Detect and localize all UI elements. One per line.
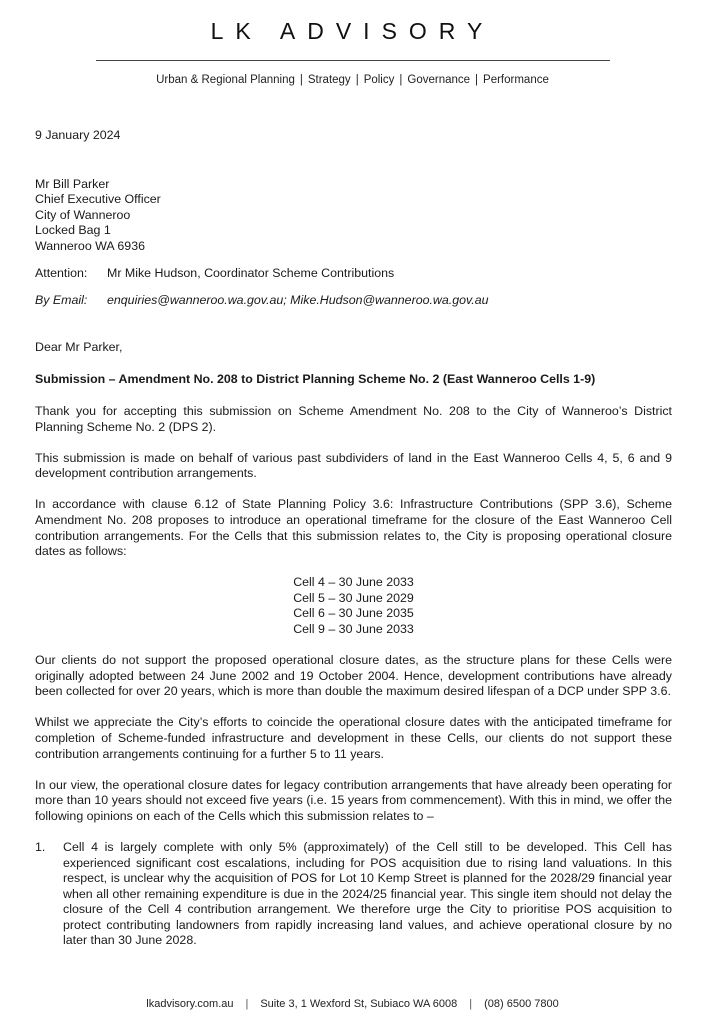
paragraph: In our view, the operational closure dates for legacy contribution arrangements that have already been operating for more than 10 years should not exceed five years (i.e. 15 years from commencement). With this in mind, we offer the following opinions on each of the Cells which this submission relates to –	[35, 777, 672, 823]
email-label: By Email:	[35, 293, 88, 308]
paragraph: This submission is made on behalf of various past subdividers of land in the East Wanneroo Cells 4, 5, 6 and 9 development contribution arrangements.	[35, 450, 672, 481]
letter-date: 9 January 2024	[35, 128, 121, 142]
letter-body	[35, 128, 672, 949]
opinion-list	[35, 840, 672, 949]
cell-date: Cell 9 – 30 June 2033	[293, 621, 414, 636]
list-text: Cell 4 is largely complete with only 5% (approximately) of the Cell still to be developed. This Cell has experienced significant cost escalations, including for POS acquisition due to rising land valuations. In this respect, is unclear why the acquisition of POS for Lot 10 Kemp Street is planned for the 2028/29 financial year when all other remaining expenditure is due in the 2024/25 financial year. This single item should not delay the closure of the Cell 4 contribution arrangement. We therefore urge the City to prioritise POS acquisition to protect contributing landowners from rapidly increasing land values, and achieve operational closure by no later than 30 June 2028.	[63, 839, 672, 948]
footer-phone: (08) 6500 7800	[484, 998, 559, 1010]
paragraph: In accordance with clause 6.12 of State Planning Policy 3.6: Infrastructure Contributions (SPP 3.6), Scheme Amendment No. 208 proposes to introduce an operational timeframe for the closure of the East Wanneroo Cell contribution arrangements. For the Cells that this submission relates to, the City is proposing operational closure dates as follows:	[35, 497, 672, 559]
recipient-line: City of Wanneroo	[35, 207, 131, 222]
cell-date: Cell 4 – 30 June 2033	[293, 575, 414, 590]
tagline-separator: |	[399, 74, 403, 86]
footer-address: Suite 3, 1 Wexford St, Subiaco WA 6008	[260, 998, 458, 1010]
cell-closure-dates	[35, 575, 672, 637]
tagline-item: Policy	[363, 74, 395, 86]
tagline	[0, 74, 705, 86]
tagline-separator: |	[475, 74, 479, 86]
recipient-address	[35, 177, 672, 255]
paragraph: Whilst we appreciate the City’s efforts to coincide the operational closure dates with the anticipated timeframe for completion of Scheme-funded infrastructure and development in these Cells, our clients do not support these contribution arrangements continuing for a further 5 to 11 years.	[35, 715, 672, 761]
footer-separator: |	[245, 998, 249, 1010]
paragraph: Our clients do not support the proposed operational closure dates, as the structure plans for these Cells were originally adopted between 24 June 2002 and 19 October 2004. Hence, development contributions have already been collected for over 20 years, which is more than double the maximum desired lifespan of a DCP under SPP 3.6.	[35, 653, 672, 699]
tagline-item: Urban & Regional Planning	[156, 74, 295, 86]
subject-heading: Submission – Amendment No. 208 to District Planning Scheme No. 2 (East Wanneroo Cells 1-9)	[35, 372, 596, 387]
footer-separator: |	[469, 998, 473, 1010]
cell-date: Cell 6 – 30 June 2035	[293, 606, 414, 621]
recipient-line: Wanneroo WA 6936	[35, 238, 145, 253]
recipient-line: Locked Bag 1	[35, 223, 111, 238]
tagline-separator: |	[299, 74, 303, 86]
attention-line	[35, 266, 672, 282]
paragraph: Thank you for accepting this submission on Scheme Amendment No. 208 to the City of Wanneroo’s District Planning Scheme No. 2 (DPS 2).	[35, 403, 672, 434]
recipient-line: Chief Executive Officer	[35, 192, 161, 207]
tagline-item: Strategy	[307, 74, 351, 86]
list-item	[35, 840, 672, 949]
email-value: enquiries@wanneroo.wa.gov.au; Mike.Hudson@wanneroo.wa.gov.au	[107, 293, 489, 308]
tagline-item: Governance	[407, 74, 471, 86]
salutation: Dear Mr Parker,	[35, 339, 123, 354]
attention-label: Attention:	[35, 265, 88, 280]
email-line	[35, 293, 672, 309]
list-number: 1.	[35, 839, 46, 854]
recipient-line: Mr Bill Parker	[35, 176, 110, 191]
header-rule	[96, 60, 610, 61]
footer-website[interactable]: lkadvisory.com.au	[146, 998, 234, 1010]
brand-logo-text: LK ADVISORY	[210, 18, 495, 44]
tagline-separator: |	[355, 74, 359, 86]
cell-date: Cell 5 – 30 June 2029	[293, 590, 414, 605]
footer	[0, 998, 705, 1010]
tagline-item: Performance	[483, 74, 549, 86]
attention-value: Mr Mike Hudson, Coordinator Scheme Contributions	[107, 265, 395, 280]
